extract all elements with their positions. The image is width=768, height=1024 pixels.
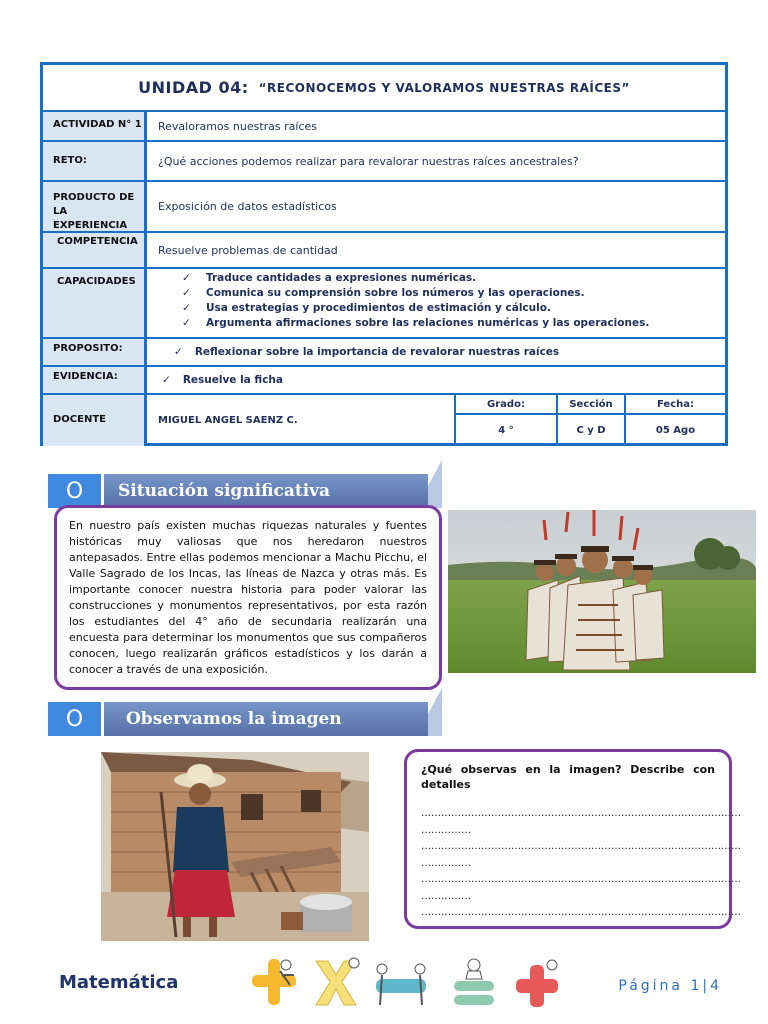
situacion-text-box: [54, 505, 442, 690]
math-icons-svg: [250, 955, 570, 1013]
unit-info-table: [40, 62, 728, 446]
plus-figure-icon: [252, 959, 296, 1005]
fecha-label: Fecha:: [624, 395, 725, 415]
answer-lines[interactable]: [421, 806, 741, 922]
unit-name: “RECONOCEMOS Y VALORAMOS NUESTRAS RAÍCES”: [258, 80, 630, 95]
page-number: Página 1|4: [618, 978, 722, 994]
situacion-banner: [48, 474, 442, 508]
photo-illustration: [448, 510, 756, 673]
answer-line[interactable]: ……………………………………………………………………………………: [421, 907, 741, 918]
check-icon: ✓: [182, 287, 191, 299]
grado-seccion-fecha: [454, 395, 725, 446]
check-icon: ✓: [182, 317, 191, 329]
capacidad-text: Comunica su comprensión sobre los números y las operaciones.: [206, 287, 585, 299]
fecha-value: 05 Ago: [624, 415, 725, 446]
subject-name: Matemática: [59, 972, 179, 993]
circle-marker-icon: O: [48, 474, 104, 508]
actividad-value: Revaloramos nuestras raíces: [158, 119, 318, 133]
unit-number: UNIDAD 04:: [138, 78, 249, 97]
answer-line[interactable]: ……………………………………………………………………………………: [421, 874, 741, 885]
actividad-label: ACTIVIDAD N° 1: [43, 112, 147, 140]
check-icon: ✓: [174, 346, 183, 358]
check-icon: ✓: [182, 272, 191, 284]
proposito-row: [43, 339, 725, 367]
capacidades-list: [158, 269, 649, 331]
proposito-text: Reflexionar sobre la importancia de revalorar nuestras raíces: [194, 346, 560, 358]
plus-red-figure-icon: [516, 960, 558, 1007]
competencia-row: [43, 233, 725, 269]
check-icon: ✓: [182, 302, 191, 314]
proposito-value: [150, 339, 725, 365]
unit-title-row: [43, 65, 725, 112]
grado-value: 4 °: [454, 415, 556, 446]
divide-figure-icon: [454, 959, 494, 1005]
producto-value: Exposición de datos estadísticos: [158, 200, 337, 213]
reto-label: RETO:: [43, 142, 147, 180]
producto-label: PRODUCTO DE LA EXPERIENCIA: [43, 182, 147, 231]
producto-row: [43, 182, 725, 233]
list-item: [182, 316, 649, 331]
reto-row: [43, 142, 725, 182]
answer-line[interactable]: ……………………………………………………………………………………: [421, 841, 741, 852]
capacidades-value: [150, 269, 725, 337]
situacion-title: Situación significativa: [118, 481, 331, 501]
actividad-row: [43, 112, 725, 142]
competencia-value: Resuelve problemas de cantidad: [158, 243, 338, 257]
adobe-house-photo: [101, 752, 369, 941]
answer-line[interactable]: ……………: [421, 857, 471, 869]
capacidad-text: Traduce cantidades a expresiones numéricas.: [206, 272, 477, 284]
capacidad-text: Argumenta afirmaciones sobre las relaciones numéricas y las operaciones.: [206, 317, 650, 329]
grado-label: Grado:: [454, 395, 556, 415]
answer-line[interactable]: ……………………………………………………………………………………: [421, 808, 741, 819]
evidencia-row: [43, 367, 725, 395]
evidencia-value: [150, 367, 725, 393]
reto-value: ¿Qué acciones podemos realizar para revalorar nuestras raíces ancestrales?: [158, 154, 579, 168]
math-operation-icons: [250, 955, 570, 1013]
observation-question-box: [404, 749, 741, 929]
capacidad-text: Usa estrategias y procedimientos de estimación y cálculo.: [206, 302, 551, 314]
docente-label: DOCENTE: [43, 395, 147, 446]
minus-figure-icon: [376, 964, 426, 1005]
situacion-text: En nuestro país existen muchas riquezas naturales y fuentes históricas muy valiosas que nos heredaron nuestros antepasados. Entre ellas podemos mencionar a Machu Picchu, el Valle Sagrado de los Incas, las líneas de Nazca y otras más. Es importante conocer nuestra historia para poder valorar las construcciones y monumentos representativos, por esta razón los estudiantes del 4° año de secundaria realizarán una encuesta para determinar los monumentos que sus compañeros conocen, luego realizarán gráficos estadísticos y los darán a conocer a través de una exposición.: [69, 519, 427, 676]
observation-question: ¿Qué observas en la imagen? Describe con detalles: [421, 763, 715, 791]
docente-value: MIGUEL ANGEL SAENZ C.: [158, 415, 298, 426]
seccion-value: C y D: [556, 415, 624, 446]
circle-marker-icon: O: [48, 702, 104, 736]
proposito-label: PROPOSITO:: [43, 339, 147, 365]
list-item: [182, 301, 649, 316]
seccion-label: Sección: [556, 395, 624, 415]
indigenous-group-photo: [448, 510, 756, 673]
photo-illustration: [101, 752, 369, 941]
evidencia-text: Resuelve la ficha: [182, 374, 283, 386]
multiply-figure-icon: [316, 958, 359, 1005]
answer-line[interactable]: ……………: [421, 890, 471, 902]
evidencia-label: EVIDENCIA:: [43, 367, 147, 393]
check-icon: ✓: [162, 374, 171, 386]
capacidades-row: [43, 269, 725, 339]
observamos-banner: [48, 702, 442, 736]
answer-line[interactable]: ……………: [421, 824, 471, 836]
list-item: [182, 286, 649, 301]
competencia-label: COMPETENCIA: [43, 233, 147, 267]
observamos-title: Observamos la imagen: [126, 709, 342, 729]
list-item: [182, 271, 649, 286]
docente-row: [43, 395, 725, 446]
capacidades-label: CAPACIDADES: [43, 269, 147, 337]
